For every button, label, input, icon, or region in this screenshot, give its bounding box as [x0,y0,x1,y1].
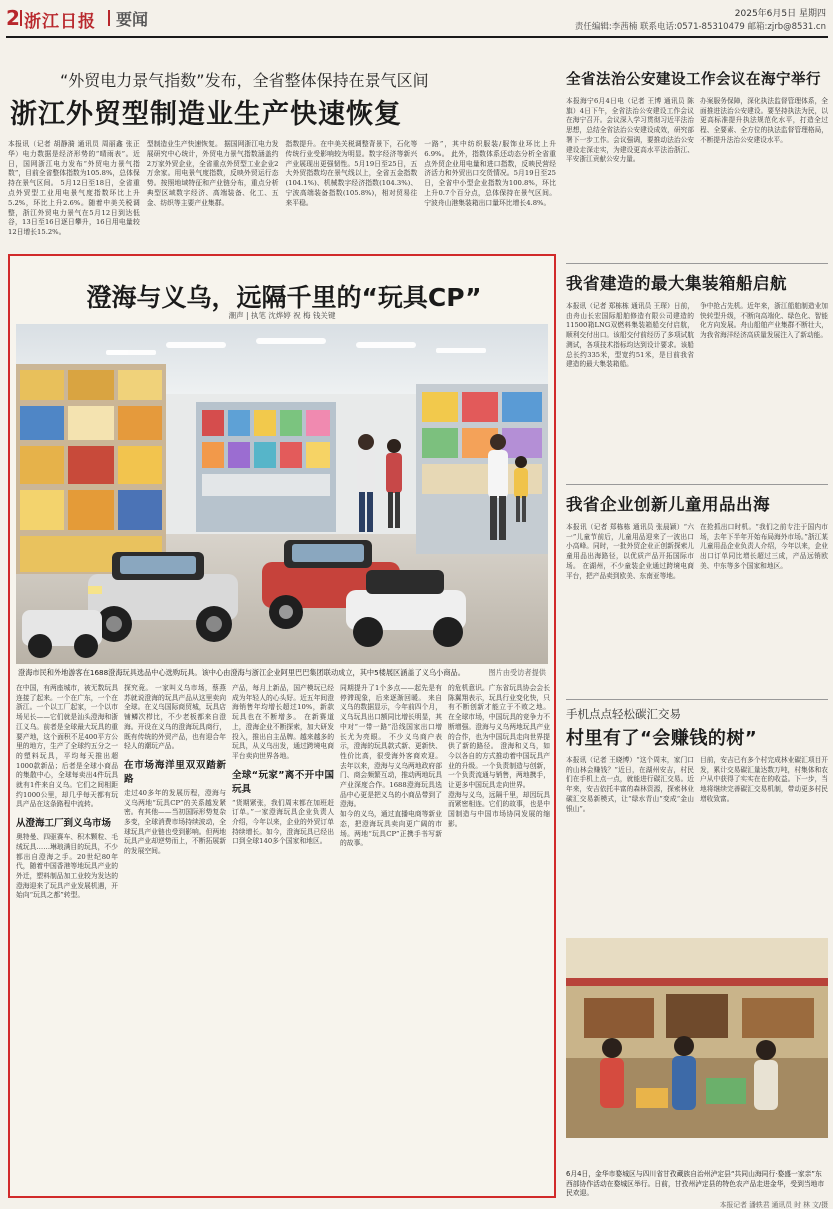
feature-story-box[interactable] [8,254,556,1198]
feature-headline[interactable]: 澄海与义乌，远隔千里的“玩具CP” [86,283,482,312]
story-column: 本报讯（记者 郑栋栋 通讯员 王琛）日前，由舟山长宏国际船舶修造有限公司建造的11500箱LNG双燃料集装箱船交付启航，顺利交付出口。该船交付前经历了多项试航测试，各项技术指标均达到设计要求。该船总长约335米，型宽约51米，是目前我省建造的最大集装箱船。 [566,302,694,369]
lead-column: 本报讯（记者 胡静漪 通讯员 周丽鑫 张正华）电力数据是经济形势的“晴雨表”。近日，国网浙江电力发布“外贸电力景气指数”，目前全省整体指数为105.8%，总体保持在景气区间。 5月12日至18日，全省重点外贸型工业用电景气度指数环比上升5.2%，环比上升2.6%。随着中美关税调整，浙江外贸电力景气在5月12日到达低谷，13日至16日逐日攀升，16日用电量较12日增长15.2%。 [8,140,140,237]
market-photo [566,938,828,1166]
story-container-ship[interactable] [566,270,828,478]
feature-body [16,684,550,1194]
lead-story[interactable] [8,44,556,252]
photo-credit: 本报记者 潘轶君 通讯员 时 林 文/摄 [719,1200,828,1209]
feature-column [232,684,334,1194]
story-body [566,302,828,478]
feature-paragraph: 奥特曼、四驱赛车、积木颗粒、毛绒玩具……琳琅满目的玩具，不少都出自澄海之手。20世纪80年代，随着中国香港等地玩具产业的外迁，塑料制品加工业较为发达的澄海迎来了玩具产业发展机遇，开始向“玩具之都”转型。 [16,833,118,900]
lead-column: 型制造业生产快速恢复。 据国网浙江电力发展研究中心统计，外贸电力景气指数涵盖约2万家外贸企业，全省重点外贸型工业企业2万余家。用电景气度指数，反映外贸运行态势。按照地域特征和产业链分布，重点分析典型区域数字经济、高端装备、化工、五金、纺织等主要产业集群。 [146,140,279,207]
story-children-products[interactable] [566,491,828,693]
paper-name: 浙江日报 [24,12,96,32]
story-headline[interactable]: 全省法治公安建设工作会议在海宁举行 [566,72,821,88]
photo-credit: 图片由受访者提供 [488,668,546,677]
feature-paragraph: “货期紧张，我们周末都在加班赶订单。”一家澄海玩具企业负责人介绍，今年以来，企业的外贸订单持续增长。如今，澄海玩具已经出口到全球140多个国家和地区。 [232,798,334,846]
right-column [566,44,828,1209]
editor-contact: 责任编辑:李茜楠 联系电话:0571-85310479 邮箱:zjrb@8531.cn [574,22,826,32]
story-column: 在抢抓出口时机。“我们之前专注于国内市场，去年下半年开始布局海外市场。”浙江某儿童用品企业负责人介绍，今年以来，企业出口订单同比增长超过三成，产品远销欧美、中东等多个国家和地区。 [700,523,828,570]
masthead [6,4,828,38]
feature-byline: 潮声 | 执笔 沈烨婷 祝 梅 钱关键 [228,311,336,320]
story-column: 本报海宁6月4日电（记者 王博 通讯员 陈 旗）4日下午，全省法治公安建设工作会议在海宁召开。会议深入学习贯彻习近平法治思想，总结全省法治公安建设成效，研究部署下一步工作。会议强调，要推动法治公安建设走深走实，为建设更高水平法治浙江、平安浙江贡献公安力量。 [566,97,694,164]
page-number: 2 [6,6,20,30]
market-illustration [566,938,828,1138]
story-column: 争中抢占先机。近年来，浙江船舶制造业加快转型升级，不断向高端化、绿色化、智能化方向发展。舟山船舶产业集群不断壮大，为我省海洋经济高质量发展注入了新动能。 [700,302,828,340]
feature-paragraph: 在中国，有两座城市，被无数玩具连接了起来。一个在广东，一个在浙江。一个以工厂起家，一个以市场见长——它们就是汕头澄海和浙江义乌。前者是全球最大玩具的重要产地，这个面积不足400平方公里的地方，生产了全球约五分之一的塑料玩具，平均每天推出超1000款新品；后者是全球小商品的集散中心，全球每卖出4件玩具就有1件来自义乌。它们之间相距约1000公里，却几乎每天都有玩具产品在这条路程中流转。 [16,684,118,809]
feature-paragraph: 澄海与义乌，远隔千里，却因玩具而紧密相连。它们的故事，也是中国制造与中国市场协同发展的缩影。 [448,790,550,828]
feature-subheading: 全球“玩家”离不开中国玩具 [232,769,334,795]
story-headline[interactable]: 我省建造的最大集装箱船启航 [566,274,787,293]
toy-store-photo [16,324,548,664]
feature-subheading: 从澄海工厂到义乌市场 [16,818,112,830]
story-column: 办案服务保障，深化执法监督管理体系，全面推进法治公安建设。要坚持执法为民，以更高标准提升执法规范化水平，打造全过程、全要素、全方位的执法监督管理格局，不断提升法治公安建设水平。 [700,97,828,144]
story-kicker: 手机点点轻松碳汇交易 [566,707,681,721]
photo-caption: 澄海市民和外地游客在1688澄海玩具选品中心选购玩具。该中心由澄海与浙江企业阿里巴巴集团联动成立，其中5楼展区涵盖了义乌小商品。 [18,668,465,677]
photo-caption: 6月4日，金华市婺城区与四川省甘孜藏族自治州泸定县“共同山海同行·婺盛一家亲”东西部协作活动在婺城区举行。日前，甘孜州泸定县的特色农产品走进金华，受到当地市民欢迎。 [566,1170,825,1197]
masthead-divider [108,10,110,26]
story-public-security[interactable] [566,68,828,257]
lead-headline[interactable]: 浙江外贸型制造业生产快速恢复 [10,99,402,130]
lead-kicker: “外贸电力景气指数”发布，全省整体保持在景气区间 [60,71,429,90]
lead-body [8,140,556,248]
story-body [566,97,828,257]
toy-store-illustration [16,324,548,664]
feature-column [16,684,118,1194]
feature-paragraph: 探究竟。 一家叫义乌市场，蔡燕苏就说澄海的玩具产品从这里卖向全球。在义乌国际商贸城，玩具店铺鳞次栉比，不少老板都来自澄海。开设在义乌的澄海玩具商行，既有传统的外贸产品，也有迎合年轻人的潮玩产品。 [124,684,226,751]
section-name: 要闻 [116,10,149,29]
divider [566,699,828,700]
feature-subheading: 在市场海洋里双双踏新路 [124,759,226,785]
lead-column: 一路”，其中纺织服装/服饰业环比上升6.9%。 此外，指数体系还动态分析全省重点外贸企业用电量和进口指数，反映民营经济活力和外贸出口交货情况。5月19日至25日，全省中小型企业指数为100.8%，环比上升0.7个百分点，总体保持在景气区间。宁波舟山港集装箱出口量环比增长4.8%。 [424,140,556,207]
story-body [566,523,828,693]
feature-column [124,684,226,1194]
feature-column [448,684,550,1194]
lead-column: 指数提升。在中美关税调整背景下，石化等传统行业受影响较为明显。数字经济等新兴产业展现出更强韧性。5月19日至25日，五大外贸指数均在景气线以上，全省五金指数(104.1%)、机械数字经济指数(104.3%)、宁波高端装备指数(105.8%)，相对贸易往来平稳。 [285,140,418,207]
feature-paragraph: 产品，每月上新品，国产模玩已经成为年轻人的心头好。近五年间澄海销售年均增长超过10%，新款玩具也在不断增多。 在新赛道上，澄海企业不断探索，加大研发投入，推出自主品牌。越来越多的玩具，从义乌出发，通过跨境电商平台卖向世界各地。 [232,684,334,760]
feature-paragraph: 如今的义乌，通过直播电商等新业态，把澄海玩具卖向更广阔的市场。两地“玩具CP”正携手书写新的故事。 [340,810,442,848]
masthead-divider [20,10,22,26]
feature-column [340,684,442,1194]
story-column: 本报讯（记者 王晓博）“这个周末，家门口的山林会赚钱？”近日，在湖州安吉，村民们在手机上点一点，就能进行碳汇交易。近年来，安吉依托丰富的森林资源，探索林业碳汇交易新模式，让“绿水青山”变成“金山银山”。 [566,756,694,813]
story-headline[interactable]: 我省企业创新儿童用品出海 [566,495,770,514]
feature-paragraph: 的危机意识。广东省玩具协会会长陈翼翔表示，玩具行业变化快，只有不断创新才能立于不败之地。 在全球市场，中国玩具的竞争力不断增强。澄海与义乌两地玩具产业的合作，也为中国玩具走向世界提供了新的路径。 澄海和义乌，如今以各自的方式推动着中国玩具产业的升级。一个负责制造与创新，一个负责流通与销售，两地携手，让更多中国玩具走向世界。 [448,684,550,790]
issue-date: 2025年6月5日 星期四 [734,9,826,19]
story-headline[interactable]: 村里有了“会赚钱的树” [566,728,758,749]
story-column: 本报讯（记者 郑栋栋 通讯员 张晨颖）“六一”儿童节前后，儿童用品迎来了一波出口小高峰。同时，一批外贸企业正创新探索儿童用品出海路径，以优质产品开拓国际市场。 在湖州，不少童装企业通过跨境电商平台，把产品卖到欧美、东南亚等地。 [566,523,694,580]
divider [566,484,828,485]
story-carbon-trees[interactable] [566,706,828,1209]
divider [566,263,828,264]
feature-paragraph: 走过40多年的发展历程，澄海与义乌两地“玩具CP”的关系越发紧密。有其他——当初国际形势复杂多变，全球消费市场持续波动，全球玩具产业链也受到影响。但两地玩具产业却逆势而上，不断拓展新的发展空间。 [124,788,226,856]
story-column: 目前，安吉已有多个村完成林业碳汇项目开发，累计交易碳汇量达数万吨，村集体和农户从中获得了实实在在的收益。下一步，当地将继续完善碳汇交易机制，带动更多村民增收致富。 [700,756,828,803]
feature-paragraph: 同期提升了1个多点——起先是有停滞现象，后来逐渐回暖。 来自义乌的数据显示，今年前四个月，义乌玩具出口额同比增长明显，其中对“一带一路”沿线国家出口增长尤为亮眼。 不少义乌商户表示，澄海的玩具款式新、更新快、性价比高，很受海外客商欢迎。 去年以来，澄海与义乌两地政府部门、商会频繁互动，推动两地玩具产业深度合作。1688澄海玩具选品中心更是把义乌的小商品带到了澄海。 [340,684,442,809]
story-body [566,756,828,932]
